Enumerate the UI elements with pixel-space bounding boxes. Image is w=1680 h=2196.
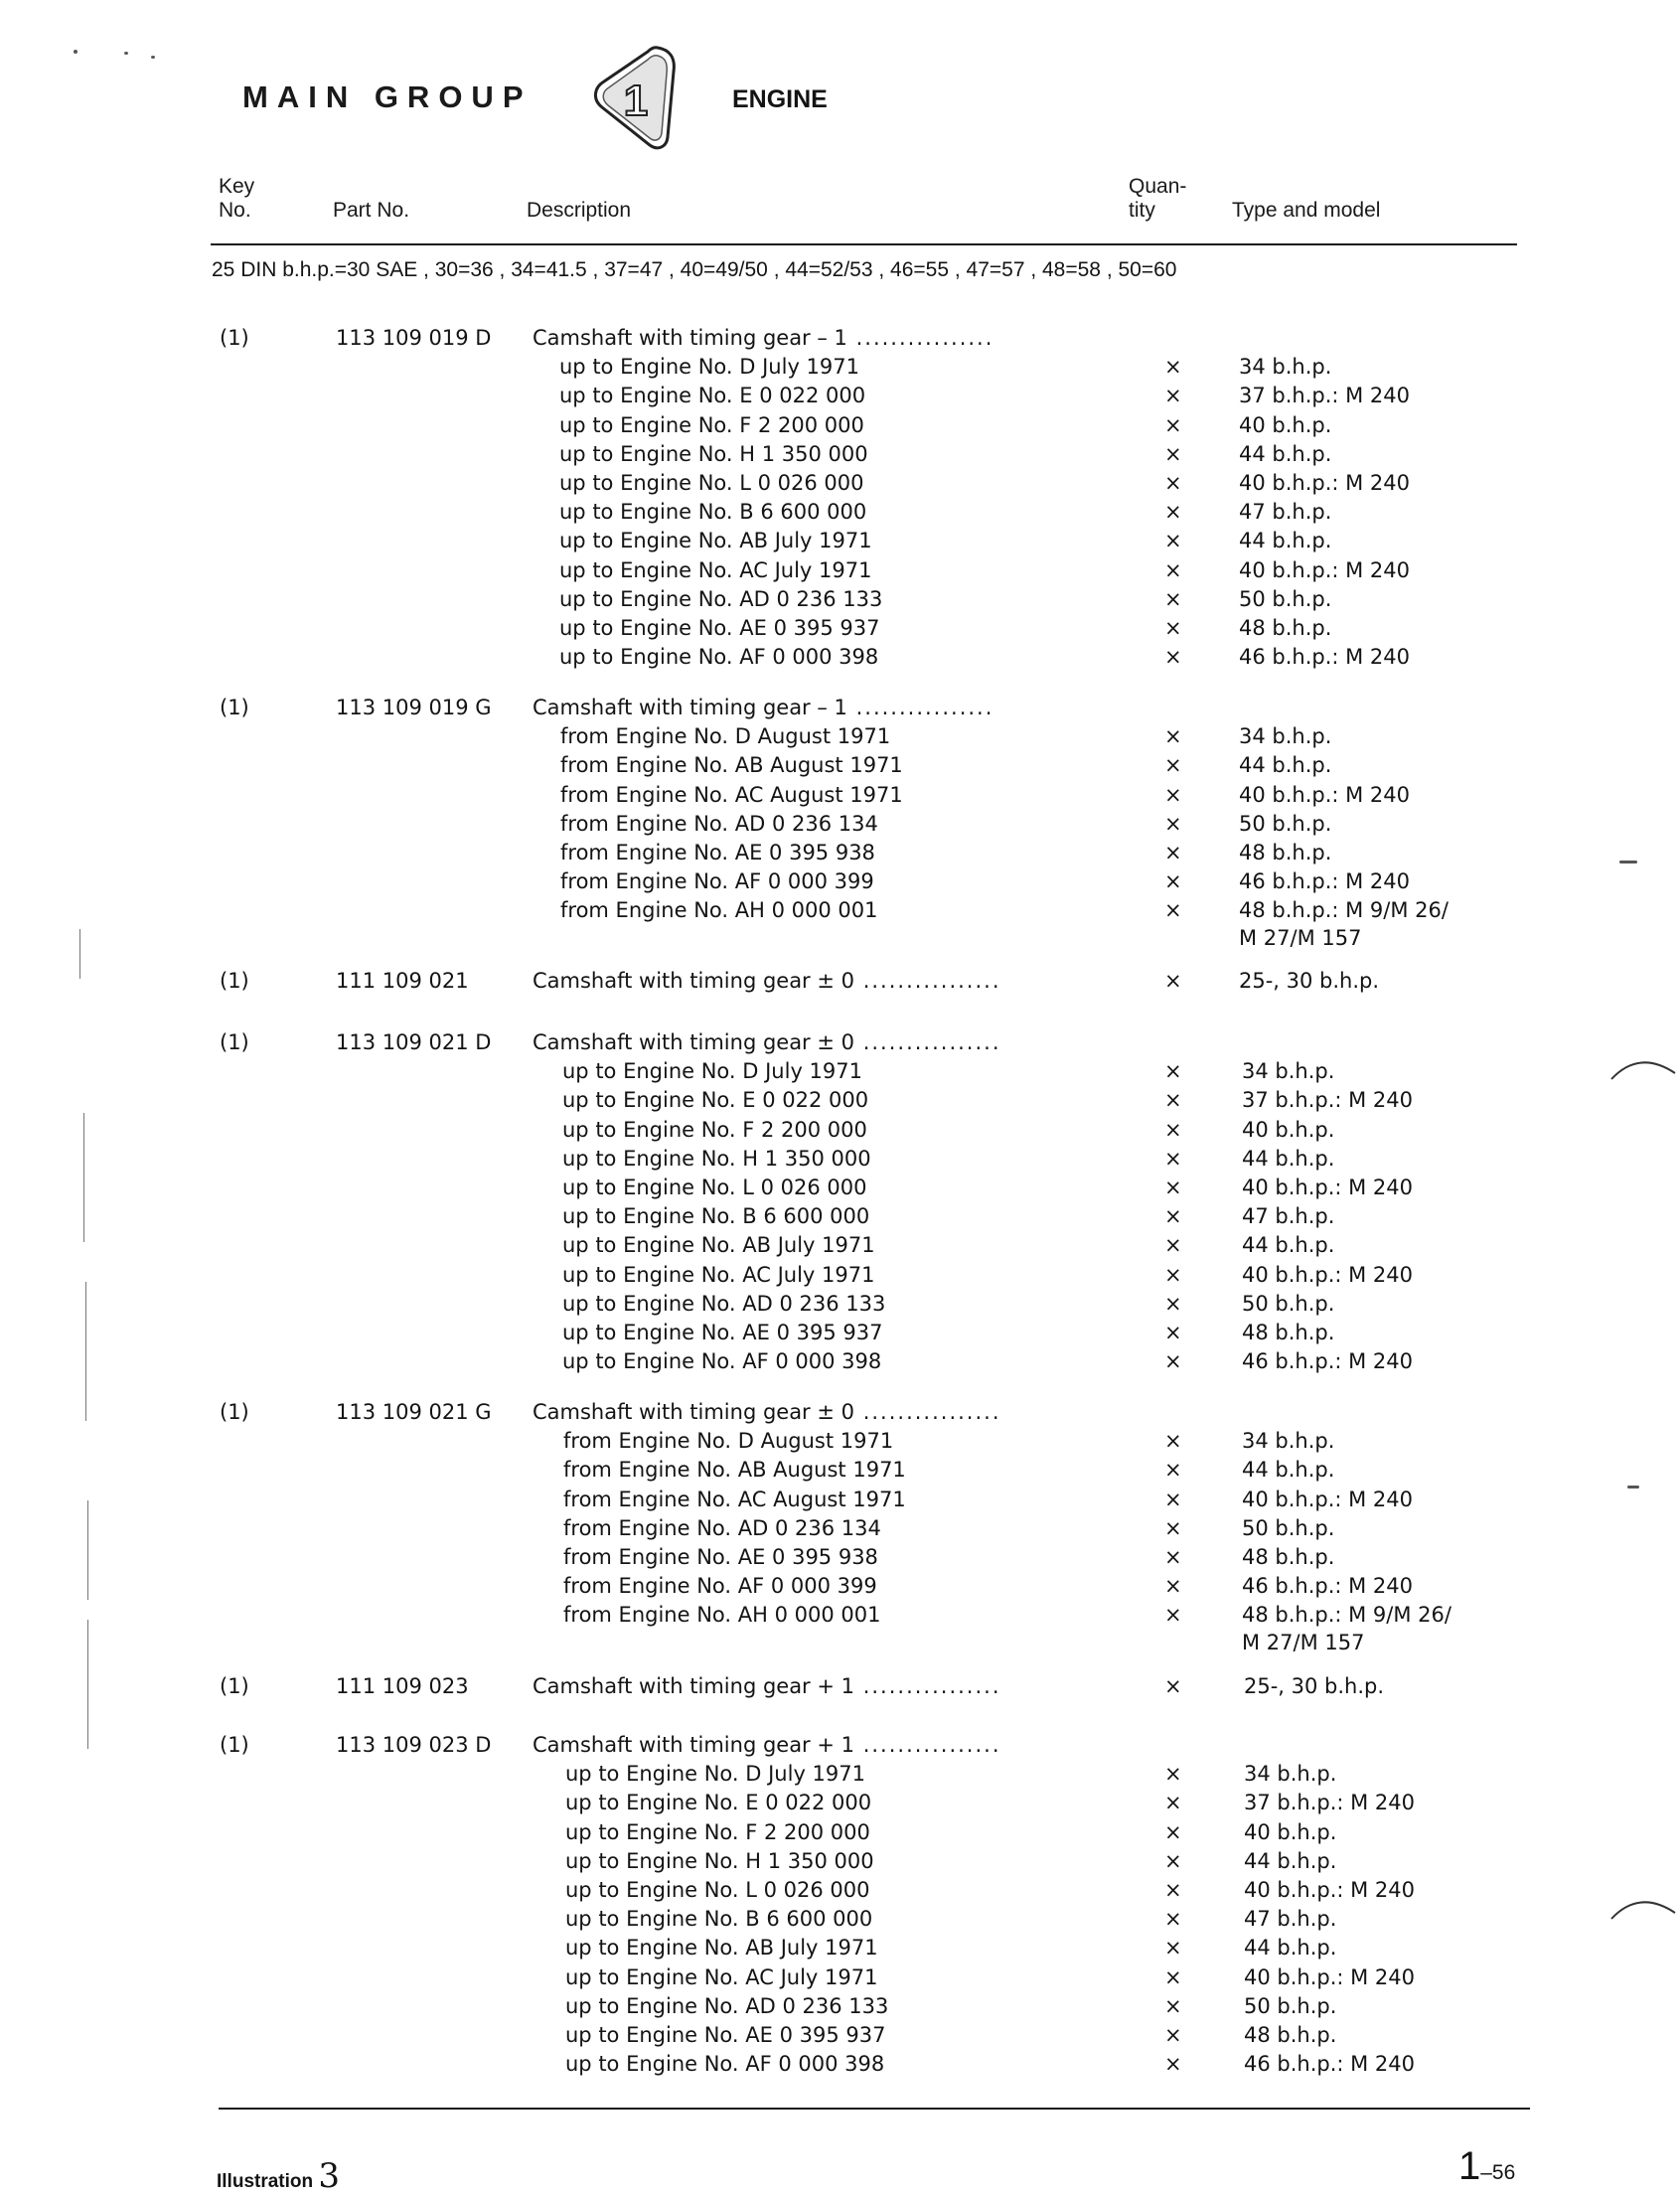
engine-range: up to Engine No. AE 0 395 937: [559, 616, 880, 640]
engine-range: up to Engine No. AE 0 395 937: [562, 1321, 883, 1344]
engine-range-row: [0, 1427, 1680, 1456]
group-number: 1: [623, 77, 649, 125]
type-model: 40 b.h.p.: M 240: [1242, 1487, 1414, 1511]
type-model-continuation: [0, 924, 1680, 953]
type-model: 48 b.h.p.: [1239, 841, 1332, 864]
quantity-mark: ×: [1164, 1117, 1182, 1142]
engine-range-row: [0, 1963, 1680, 1992]
type-model: 44 b.h.p.: [1239, 753, 1332, 778]
type-model: 48 b.h.p.: [1244, 2023, 1337, 2047]
quantity-mark: ×: [1164, 1059, 1182, 1084]
page-number: [1458, 2144, 1515, 2189]
engine-range-row: [0, 1057, 1680, 1086]
quantity-mark: ×: [1164, 616, 1182, 640]
quantity-mark: ×: [1164, 1176, 1182, 1199]
quantity-mark: ×: [1164, 1964, 1182, 1989]
column-header-key-no: [219, 175, 254, 223]
scan-mark: [124, 52, 128, 55]
engine-range-row: [0, 1905, 1680, 1934]
part-row: [0, 1028, 1680, 1057]
key-number: (1): [220, 696, 249, 719]
quantity-mark: ×: [1164, 2052, 1182, 2077]
page-number-sub: –56: [1480, 2161, 1516, 2184]
quantity-mark: ×: [1164, 1458, 1182, 1483]
engine-range-row: [0, 614, 1680, 643]
scan-mark: [85, 1282, 86, 1421]
engine-range-row: [0, 382, 1680, 410]
engine-range-row: [0, 839, 1680, 867]
type-model: 48 b.h.p.: [1242, 1545, 1335, 1569]
engine-range: from Engine No. AH 0 000 001: [560, 898, 878, 923]
type-model: 44 b.h.p.: [1239, 529, 1332, 553]
part-description-text: Camshaft with timing gear – 1: [533, 326, 847, 350]
type-model: 40 b.h.p.: [1242, 1117, 1335, 1142]
column-header-key-line-2: No.: [219, 199, 251, 222]
engine-range-row: [0, 1847, 1680, 1876]
type-model: 25-, 30 b.h.p.: [1244, 1674, 1385, 1698]
engine-range-row: [0, 556, 1680, 585]
type-model: 40 b.h.p.: M 240: [1239, 782, 1411, 807]
quantity-mark: ×: [1164, 1515, 1182, 1540]
type-model: 40 b.h.p.: M 240: [1242, 1262, 1414, 1287]
engine-range: up to Engine No. AB July 1971: [562, 1233, 875, 1258]
engine-range: up to Engine No. D July 1971: [562, 1059, 862, 1084]
engine-range: up to Engine No. L 0 026 000: [562, 1176, 867, 1199]
type-model: 50 b.h.p.: [1244, 1993, 1337, 2018]
column-header-description: Description: [527, 199, 632, 222]
engine-range-row: [0, 722, 1680, 751]
part-description: [533, 1028, 1001, 1057]
engine-range-row: [0, 1876, 1680, 1905]
quantity-mark: ×: [1164, 1321, 1182, 1344]
type-model: 46 b.h.p.: M 240: [1242, 1349, 1414, 1374]
engine-range: up to Engine No. AD 0 236 133: [562, 1291, 886, 1316]
quantity-mark: ×: [1164, 1848, 1182, 1873]
part-row: [0, 694, 1680, 722]
key-number: (1): [220, 969, 249, 993]
column-header-type-model: Type and model: [1232, 199, 1381, 222]
engine-range-row: [0, 527, 1680, 555]
quantity-mark: ×: [1164, 2023, 1182, 2047]
quantity-mark: ×: [1164, 1674, 1182, 1698]
key-number: (1): [220, 1674, 249, 1698]
part-description-text: Camshaft with timing gear + 1: [533, 1674, 855, 1698]
quantity-mark: ×: [1164, 529, 1182, 553]
quantity-mark: ×: [1164, 969, 1182, 993]
leader-dots: ................: [854, 969, 1001, 993]
type-model: 37 b.h.p.: M 240: [1244, 1791, 1416, 1815]
part-description-text: Camshaft with timing gear ± 0: [533, 969, 855, 993]
engine-range: up to Engine No. L 0 026 000: [565, 1878, 870, 1902]
column-header-quantity: [1129, 175, 1186, 223]
type-model: 47 b.h.p.: [1244, 1907, 1337, 1932]
type-model: 47 b.h.p.: [1239, 500, 1332, 525]
engine-range-row: [0, 1818, 1680, 1847]
engine-range: up to Engine No. E 0 022 000: [565, 1791, 872, 1815]
type-model: 50 b.h.p.: [1242, 1515, 1335, 1540]
type-model: 46 b.h.p.: M 240: [1244, 2052, 1416, 2077]
engine-range: up to Engine No. D July 1971: [559, 355, 859, 380]
part-description: [533, 694, 993, 722]
quantity-mark: ×: [1164, 841, 1182, 864]
engine-range: up to Engine No. E 0 022 000: [559, 384, 866, 408]
type-model: 46 b.h.p.: M 240: [1239, 645, 1411, 670]
quantity-mark: ×: [1164, 441, 1182, 466]
scan-mark: [1609, 1893, 1679, 1923]
engine-range: from Engine No. AC August 1971: [563, 1487, 906, 1511]
engine-range: up to Engine No. AC July 1971: [565, 1964, 878, 1989]
type-model: 48 b.h.p.: [1239, 616, 1332, 640]
type-model: 47 b.h.p.: [1242, 1204, 1335, 1229]
key-number: (1): [220, 326, 249, 350]
type-model: M 27/M 157: [1242, 1630, 1365, 1654]
scan-mark: [151, 56, 155, 59]
part-number: 111 109 023: [336, 1674, 469, 1698]
quantity-mark: ×: [1164, 1088, 1182, 1113]
engine-range-row: [0, 1319, 1680, 1347]
quantity-mark: ×: [1164, 645, 1182, 670]
quantity-mark: ×: [1164, 1262, 1182, 1287]
engine-range: from Engine No. AF 0 000 399: [563, 1574, 877, 1599]
quantity-mark: ×: [1164, 557, 1182, 582]
engine-range-row: [0, 1789, 1680, 1817]
type-model: 46 b.h.p.: M 240: [1242, 1574, 1414, 1599]
part-row: [0, 1398, 1680, 1427]
quantity-mark: ×: [1164, 1603, 1182, 1628]
illustration-number: 3: [318, 2156, 341, 2196]
group-number-badge: [588, 42, 680, 153]
quantity-mark: ×: [1164, 1878, 1182, 1902]
type-model: 40 b.h.p.: M 240: [1239, 471, 1411, 495]
engine-range-row: [0, 643, 1680, 672]
engine-range-row: [0, 1456, 1680, 1485]
footer-rule: [219, 2108, 1530, 2110]
part-description-text: Camshaft with timing gear ± 0: [533, 1030, 855, 1054]
quantity-mark: ×: [1164, 1146, 1182, 1171]
engine-range: up to Engine No. L 0 026 000: [559, 471, 864, 495]
type-model: 34 b.h.p.: [1239, 724, 1332, 749]
engine-range-row: [0, 1572, 1680, 1601]
leader-dots: ................: [846, 326, 994, 350]
part-number: 113 109 021 D: [336, 1030, 492, 1054]
type-model: 50 b.h.p.: [1242, 1291, 1335, 1316]
type-model: 34 b.h.p.: [1244, 1762, 1337, 1787]
quantity-mark: ×: [1164, 1819, 1182, 1844]
quantity-mark: ×: [1164, 1204, 1182, 1229]
illustration-label: Illustration: [217, 2171, 314, 2192]
engine-range: up to Engine No. H 1 350 000: [565, 1848, 874, 1873]
engine-range: up to Engine No. F 2 200 000: [562, 1117, 867, 1142]
part-row: [0, 967, 1680, 996]
type-model: M 27/M 157: [1239, 925, 1362, 950]
scan-mark: [1619, 861, 1637, 863]
engine-range-row: [0, 1202, 1680, 1231]
engine-range-row: [0, 1116, 1680, 1145]
engine-range: up to Engine No. B 6 600 000: [562, 1204, 870, 1229]
type-model: 44 b.h.p.: [1239, 441, 1332, 466]
scan-mark: [83, 1113, 84, 1242]
part-description-text: Camshaft with timing gear ± 0: [533, 1400, 855, 1424]
engine-range-row: [0, 1347, 1680, 1376]
column-header-quantity-line-2: tity: [1129, 199, 1155, 222]
main-group-label: MAIN GROUP: [242, 79, 533, 114]
engine-range: from Engine No. AD 0 236 134: [563, 1515, 881, 1540]
engine-range: up to Engine No. E 0 022 000: [562, 1088, 869, 1113]
engine-range-row: [0, 1174, 1680, 1202]
engine-range-row: [0, 896, 1680, 925]
type-model: 44 b.h.p.: [1244, 1848, 1337, 1873]
part-description: [533, 1731, 1001, 1760]
type-model: 44 b.h.p.: [1242, 1146, 1335, 1171]
type-model: 50 b.h.p.: [1239, 586, 1332, 611]
engine-range: up to Engine No. AB July 1971: [559, 529, 872, 553]
quantity-mark: ×: [1164, 753, 1182, 778]
type-model: 40 b.h.p.: [1239, 412, 1332, 437]
engine-range: up to Engine No. B 6 600 000: [559, 500, 867, 525]
engine-range: up to Engine No. AF 0 000 398: [562, 1349, 882, 1374]
quantity-mark: ×: [1164, 586, 1182, 611]
type-model: 44 b.h.p.: [1244, 1936, 1337, 1961]
engine-range-row: [0, 1992, 1680, 2021]
type-model: 40 b.h.p.: M 240: [1244, 1964, 1416, 1989]
quantity-mark: ×: [1164, 811, 1182, 836]
part-row: [0, 1731, 1680, 1760]
engine-range: up to Engine No. AD 0 236 133: [565, 1993, 889, 2018]
scan-mark: [87, 1620, 88, 1749]
quantity-mark: ×: [1164, 782, 1182, 807]
hp-equivalence-note: 25 DIN b.h.p.=30 SAE , 30=36 , 34=41.5 , 37=47 , 40=49/50 , 44=52/53 , 46=55 , 47=57 , 48=58 , 50=60: [212, 258, 1177, 281]
engine-range: up to Engine No. AF 0 000 398: [559, 645, 879, 670]
column-header-part-no: Part No.: [333, 199, 410, 222]
quantity-mark: ×: [1164, 1545, 1182, 1569]
quantity-mark: ×: [1164, 471, 1182, 495]
engine-range: up to Engine No. AD 0 236 133: [559, 586, 883, 611]
engine-range: from Engine No. AB August 1971: [560, 753, 903, 778]
engine-range-row: [0, 1086, 1680, 1115]
engine-range: up to Engine No. F 2 200 000: [559, 412, 864, 437]
engine-range-row: [0, 1514, 1680, 1543]
engine-range-row: [0, 1934, 1680, 1962]
leader-dots: ................: [846, 696, 994, 719]
header-rule: [211, 243, 1517, 245]
type-model: 34 b.h.p.: [1242, 1429, 1335, 1454]
type-model: 48 b.h.p.: M 9/M 26/: [1242, 1603, 1451, 1628]
engine-range: from Engine No. AE 0 395 938: [560, 841, 875, 864]
type-model: 48 b.h.p.: M 9/M 26/: [1239, 898, 1449, 923]
column-header-key-line-1: Key: [219, 175, 255, 198]
engine-range-row: [0, 867, 1680, 896]
engine-range-row: [0, 1231, 1680, 1260]
quantity-mark: ×: [1164, 1349, 1182, 1374]
part-number: 113 109 023 D: [336, 1733, 492, 1757]
leader-dots: ................: [854, 1674, 1001, 1698]
quantity-mark: ×: [1164, 1907, 1182, 1932]
quantity-mark: ×: [1164, 1291, 1182, 1316]
type-model: 34 b.h.p.: [1242, 1059, 1335, 1084]
type-model: 46 b.h.p.: M 240: [1239, 869, 1411, 894]
engine-range-row: [0, 2021, 1680, 2050]
engine-range-row: [0, 585, 1680, 614]
part-description: [533, 1398, 1001, 1427]
scan-mark: [74, 50, 77, 54]
key-number: (1): [220, 1400, 249, 1424]
engine-range: up to Engine No. B 6 600 000: [565, 1907, 873, 1932]
quantity-mark: ×: [1164, 1936, 1182, 1961]
type-model: 44 b.h.p.: [1242, 1458, 1335, 1483]
part-description: [533, 1672, 1001, 1701]
type-model: 40 b.h.p.: M 240: [1244, 1878, 1416, 1902]
part-number: 111 109 021: [336, 969, 469, 993]
engine-range: up to Engine No. AE 0 395 937: [565, 2023, 886, 2047]
scan-mark: [1609, 1053, 1679, 1083]
type-model: 40 b.h.p.: [1244, 1819, 1337, 1844]
quantity-mark: ×: [1164, 1762, 1182, 1787]
engine-range-row: [0, 781, 1680, 810]
type-model: 40 b.h.p.: M 240: [1242, 1176, 1414, 1199]
engine-range-row: [0, 1290, 1680, 1319]
part-number: 113 109 019 D: [336, 326, 492, 350]
engine-range-row: [0, 353, 1680, 382]
engine-range-row: [0, 1261, 1680, 1290]
quantity-mark: ×: [1164, 412, 1182, 437]
quantity-mark: ×: [1164, 869, 1182, 894]
section-title: ENGINE: [732, 85, 828, 113]
part-row: [0, 1672, 1680, 1701]
engine-range: up to Engine No. AF 0 000 398: [565, 2052, 885, 2077]
type-model: 48 b.h.p.: [1242, 1321, 1335, 1344]
quantity-mark: ×: [1164, 1791, 1182, 1815]
engine-range: from Engine No. AD 0 236 134: [560, 811, 878, 836]
engine-range: up to Engine No. H 1 350 000: [559, 441, 868, 466]
engine-range: up to Engine No. AC July 1971: [562, 1262, 875, 1287]
engine-range-row: [0, 1486, 1680, 1514]
quantity-mark: ×: [1164, 1429, 1182, 1454]
quantity-mark: ×: [1164, 898, 1182, 923]
type-model: 40 b.h.p.: M 240: [1239, 557, 1411, 582]
engine-range: up to Engine No. H 1 350 000: [562, 1146, 871, 1171]
engine-range: from Engine No. D August 1971: [560, 724, 891, 749]
leader-dots: ................: [854, 1030, 1001, 1054]
engine-range: from Engine No. AE 0 395 938: [563, 1545, 878, 1569]
type-model-continuation: [0, 1629, 1680, 1657]
quantity-mark: ×: [1164, 1993, 1182, 2018]
part-row: [0, 324, 1680, 353]
quantity-mark: ×: [1164, 500, 1182, 525]
part-description-text: Camshaft with timing gear + 1: [533, 1733, 855, 1757]
part-description-text: Camshaft with timing gear – 1: [533, 696, 847, 719]
type-model: 37 b.h.p.: M 240: [1242, 1088, 1414, 1113]
part-number: 113 109 021 G: [336, 1400, 492, 1424]
engine-range: from Engine No. D August 1971: [563, 1429, 894, 1454]
quantity-mark: ×: [1164, 1487, 1182, 1511]
engine-range: from Engine No. AF 0 000 399: [560, 869, 874, 894]
engine-range-row: [0, 1543, 1680, 1572]
engine-range-row: [0, 2050, 1680, 2079]
type-model: 37 b.h.p.: M 240: [1239, 384, 1411, 408]
key-number: (1): [220, 1030, 249, 1054]
part-description: [533, 967, 1001, 996]
engine-range: from Engine No. AB August 1971: [563, 1458, 906, 1483]
engine-range-row: [0, 498, 1680, 527]
engine-range-row: [0, 810, 1680, 839]
scan-mark: [79, 929, 80, 979]
quantity-mark: ×: [1164, 1233, 1182, 1258]
engine-range: up to Engine No. AC July 1971: [559, 557, 872, 582]
type-model: 34 b.h.p.: [1239, 355, 1332, 380]
engine-range: from Engine No. AC August 1971: [560, 782, 903, 807]
scan-mark: [87, 1500, 88, 1600]
type-model: 50 b.h.p.: [1239, 811, 1332, 836]
part-number: 113 109 019 G: [336, 696, 492, 719]
quantity-mark: ×: [1164, 384, 1182, 408]
column-header-quantity-line-1: Quan-: [1129, 175, 1187, 198]
page-number-main: 1: [1458, 2144, 1481, 2188]
engine-range-row: [0, 1145, 1680, 1174]
quantity-mark: ×: [1164, 724, 1182, 749]
illustration-reference: [217, 2156, 340, 2196]
engine-range-row: [0, 469, 1680, 498]
engine-range-row: [0, 440, 1680, 469]
engine-range-row: [0, 1760, 1680, 1789]
engine-range-row: [0, 1601, 1680, 1630]
engine-range: up to Engine No. F 2 200 000: [565, 1819, 870, 1844]
engine-range: from Engine No. AH 0 000 001: [563, 1603, 881, 1628]
quantity-mark: ×: [1164, 1574, 1182, 1599]
leader-dots: ................: [854, 1733, 1001, 1757]
part-description: [533, 324, 993, 353]
engine-range-row: [0, 411, 1680, 440]
type-model: 25-, 30 b.h.p.: [1239, 969, 1380, 993]
type-model: 44 b.h.p.: [1242, 1233, 1335, 1258]
engine-range: up to Engine No. D July 1971: [565, 1762, 865, 1787]
engine-range: up to Engine No. AB July 1971: [565, 1936, 878, 1961]
engine-range-row: [0, 751, 1680, 780]
scan-mark: [1627, 1486, 1639, 1489]
key-number: (1): [220, 1733, 249, 1757]
quantity-mark: ×: [1164, 355, 1182, 380]
leader-dots: ................: [854, 1400, 1001, 1424]
